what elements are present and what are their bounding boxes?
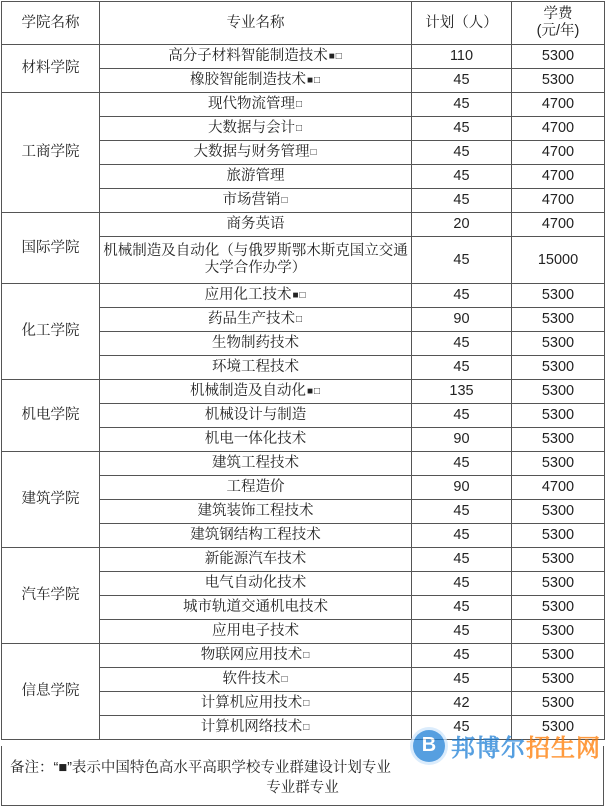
fee-cell: 5300	[512, 356, 605, 380]
plan-cell: 90	[412, 308, 512, 332]
fee-cell: 4700	[512, 141, 605, 165]
major-mark: □	[303, 698, 311, 709]
plan-cell: 45	[412, 668, 512, 692]
major-name-cell	[100, 141, 412, 165]
fee-cell: 5300	[512, 380, 605, 404]
major-name-cell	[100, 452, 412, 476]
major-mark: □	[295, 99, 304, 110]
header-fee-unit: (元/年)	[536, 23, 580, 39]
plan-cell: 45	[412, 237, 512, 284]
major-name: 物联网应用技术	[200, 647, 303, 663]
major-name: 机械制造及自动化（与俄罗斯鄂木斯克国立交通大学合作办学）	[103, 243, 408, 276]
major-name: 计算机网络技术	[200, 719, 303, 735]
college-name-cell: 化工学院	[2, 284, 100, 380]
major-name-cell	[100, 644, 412, 668]
footnote-line-2: 专业群专业	[266, 780, 339, 796]
plan-cell: 45	[412, 69, 512, 93]
fee-cell: 4700	[512, 117, 605, 141]
plan-cell: 110	[412, 45, 512, 69]
major-name-cell	[100, 93, 412, 117]
major-mark: □	[281, 674, 289, 685]
major-name-cell	[100, 213, 412, 237]
header-major: 专业名称	[100, 2, 412, 45]
fee-cell: 4700	[512, 165, 605, 189]
major-mark: ■□	[328, 51, 343, 62]
plan-cell: 45	[412, 141, 512, 165]
college-name-cell: 材料学院	[2, 45, 100, 93]
major-mark: ■□	[306, 386, 322, 397]
fee-cell: 5300	[512, 332, 605, 356]
fee-cell: 5300	[512, 524, 605, 548]
plan-cell: 20	[412, 213, 512, 237]
plan-cell: 42	[412, 692, 512, 716]
major-name-cell	[100, 332, 412, 356]
college-name-cell: 工商学院	[2, 93, 100, 213]
major-mark: □	[295, 123, 304, 134]
major-name: 建筑钢结构工程技术	[190, 527, 321, 543]
table-row	[2, 45, 605, 69]
plan-cell: 45	[412, 548, 512, 572]
major-name-cell	[100, 69, 412, 93]
major-name: 新能源汽车技术	[204, 551, 307, 567]
fee-cell: 4700	[512, 189, 605, 213]
fee-cell: 4700	[512, 476, 605, 500]
major-name: 机械制造及自动化	[189, 383, 306, 399]
fee-cell: 5300	[512, 572, 605, 596]
major-name: 药品生产技术	[207, 311, 295, 327]
plan-cell: 45	[412, 716, 512, 740]
plan-cell: 45	[412, 356, 512, 380]
fee-cell: 5300	[512, 596, 605, 620]
major-name: 建筑装饰工程技术	[197, 503, 314, 519]
plan-cell: 45	[412, 93, 512, 117]
college-name-cell: 汽车学院	[2, 548, 100, 644]
college-name-cell: 国际学院	[2, 213, 100, 284]
plan-cell: 45	[412, 117, 512, 141]
major-name: 建筑工程技术	[212, 455, 299, 471]
footnote-line-1: 备注：“■”表示中国特色高水平高职学校专业群建设计划专业	[10, 760, 391, 776]
table-row	[2, 213, 605, 237]
fee-cell: 5300	[512, 548, 605, 572]
major-name: 工程造价	[226, 479, 285, 495]
major-name: 大数据与会计	[207, 120, 295, 136]
major-name-cell	[100, 476, 412, 500]
fee-cell: 15000	[512, 237, 605, 284]
fee-cell: 5300	[512, 620, 605, 644]
major-name-cell	[100, 284, 412, 308]
major-name: 大数据与财务管理	[193, 144, 310, 160]
plan-cell: 45	[412, 452, 512, 476]
major-name: 机械设计与制造	[204, 407, 307, 423]
major-name: 市场营销	[222, 192, 281, 208]
plan-cell: 45	[412, 500, 512, 524]
fee-cell: 5300	[512, 644, 605, 668]
fee-cell: 5300	[512, 716, 605, 740]
major-name-cell	[100, 308, 412, 332]
college-name-cell: 建筑学院	[2, 452, 100, 548]
fee-cell: 5300	[512, 692, 605, 716]
fee-cell: 5300	[512, 452, 605, 476]
major-name-cell	[100, 45, 412, 69]
header-fee	[512, 2, 605, 45]
college-name-cell: 信息学院	[2, 644, 100, 740]
fee-cell: 4700	[512, 93, 605, 117]
major-mark: ■□	[292, 290, 307, 301]
table-row	[2, 93, 605, 117]
plan-cell: 45	[412, 572, 512, 596]
major-name-cell	[100, 189, 412, 213]
major-name-cell	[100, 404, 412, 428]
plan-cell: 45	[412, 524, 512, 548]
plan-cell: 45	[412, 332, 512, 356]
major-mark: ■□	[306, 75, 322, 86]
major-name-cell	[100, 620, 412, 644]
major-name-cell	[100, 237, 412, 284]
table-row	[2, 548, 605, 572]
header-college: 学院名称	[2, 2, 100, 45]
major-name-cell	[100, 500, 412, 524]
major-name-cell	[100, 572, 412, 596]
table-row	[2, 452, 605, 476]
major-name-cell	[100, 117, 412, 141]
plan-cell: 45	[412, 596, 512, 620]
fee-table	[1, 1, 605, 740]
table-header-row	[2, 2, 605, 45]
major-name: 商务英语	[226, 216, 285, 232]
major-name: 环境工程技术	[212, 359, 299, 375]
watermark-text-part2: 招生网	[526, 735, 601, 762]
major-name-cell	[100, 524, 412, 548]
major-name: 机电一体化技术	[204, 431, 307, 447]
major-mark: □	[281, 195, 289, 206]
fee-cell: 5300	[512, 404, 605, 428]
major-name: 旅游管理	[226, 168, 285, 184]
major-name-cell	[100, 692, 412, 716]
fee-cell: 5300	[512, 428, 605, 452]
plan-cell: 45	[412, 189, 512, 213]
plan-cell: 45	[412, 284, 512, 308]
plan-cell: 45	[412, 620, 512, 644]
fee-cell: 5300	[512, 668, 605, 692]
table-row	[2, 380, 605, 404]
major-name-cell	[100, 596, 412, 620]
site-watermark	[413, 728, 601, 763]
major-name: 应用化工技术	[204, 287, 292, 303]
watermark-text-part1: 邦博尔	[451, 735, 526, 762]
header-fee-label: 学费	[543, 6, 573, 22]
major-mark: □	[310, 147, 318, 158]
major-name: 城市轨道交通机电技术	[183, 599, 328, 615]
major-name-cell	[100, 380, 412, 404]
fee-cell: 4700	[512, 213, 605, 237]
plan-cell: 45	[412, 404, 512, 428]
major-name: 应用电子技术	[212, 623, 299, 639]
plan-cell: 90	[412, 428, 512, 452]
fee-cell: 5300	[512, 284, 605, 308]
major-mark: □	[295, 314, 304, 325]
plan-cell: 135	[412, 380, 512, 404]
watermark-logo-icon: B	[413, 730, 445, 762]
major-name-cell	[100, 548, 412, 572]
major-name: 电气自动化技术	[204, 575, 307, 591]
major-name: 计算机应用技术	[200, 695, 303, 711]
table-body	[2, 45, 605, 740]
table-row	[2, 644, 605, 668]
major-name-cell	[100, 428, 412, 452]
fee-cell: 5300	[512, 45, 605, 69]
major-name-cell	[100, 356, 412, 380]
plan-cell: 45	[412, 165, 512, 189]
major-name: 生物制药技术	[212, 335, 299, 351]
plan-cell: 45	[412, 644, 512, 668]
table-row	[2, 284, 605, 308]
major-name: 现代物流管理	[207, 96, 295, 112]
major-name: 橡胶智能制造技术	[189, 72, 306, 88]
major-name-cell	[100, 668, 412, 692]
fee-cell: 5300	[512, 69, 605, 93]
college-name-cell: 机电学院	[2, 380, 100, 452]
header-plan: 计划（人）	[412, 2, 512, 45]
major-name-cell	[100, 165, 412, 189]
plan-cell: 90	[412, 476, 512, 500]
major-name: 高分子材料智能制造技术	[168, 48, 328, 64]
major-name: 软件技术	[222, 671, 281, 687]
major-mark: □	[303, 722, 311, 733]
fee-cell: 5300	[512, 500, 605, 524]
major-name-cell	[100, 716, 412, 740]
major-mark: □	[303, 650, 311, 661]
fee-cell: 5300	[512, 308, 605, 332]
watermark-text	[451, 728, 601, 763]
